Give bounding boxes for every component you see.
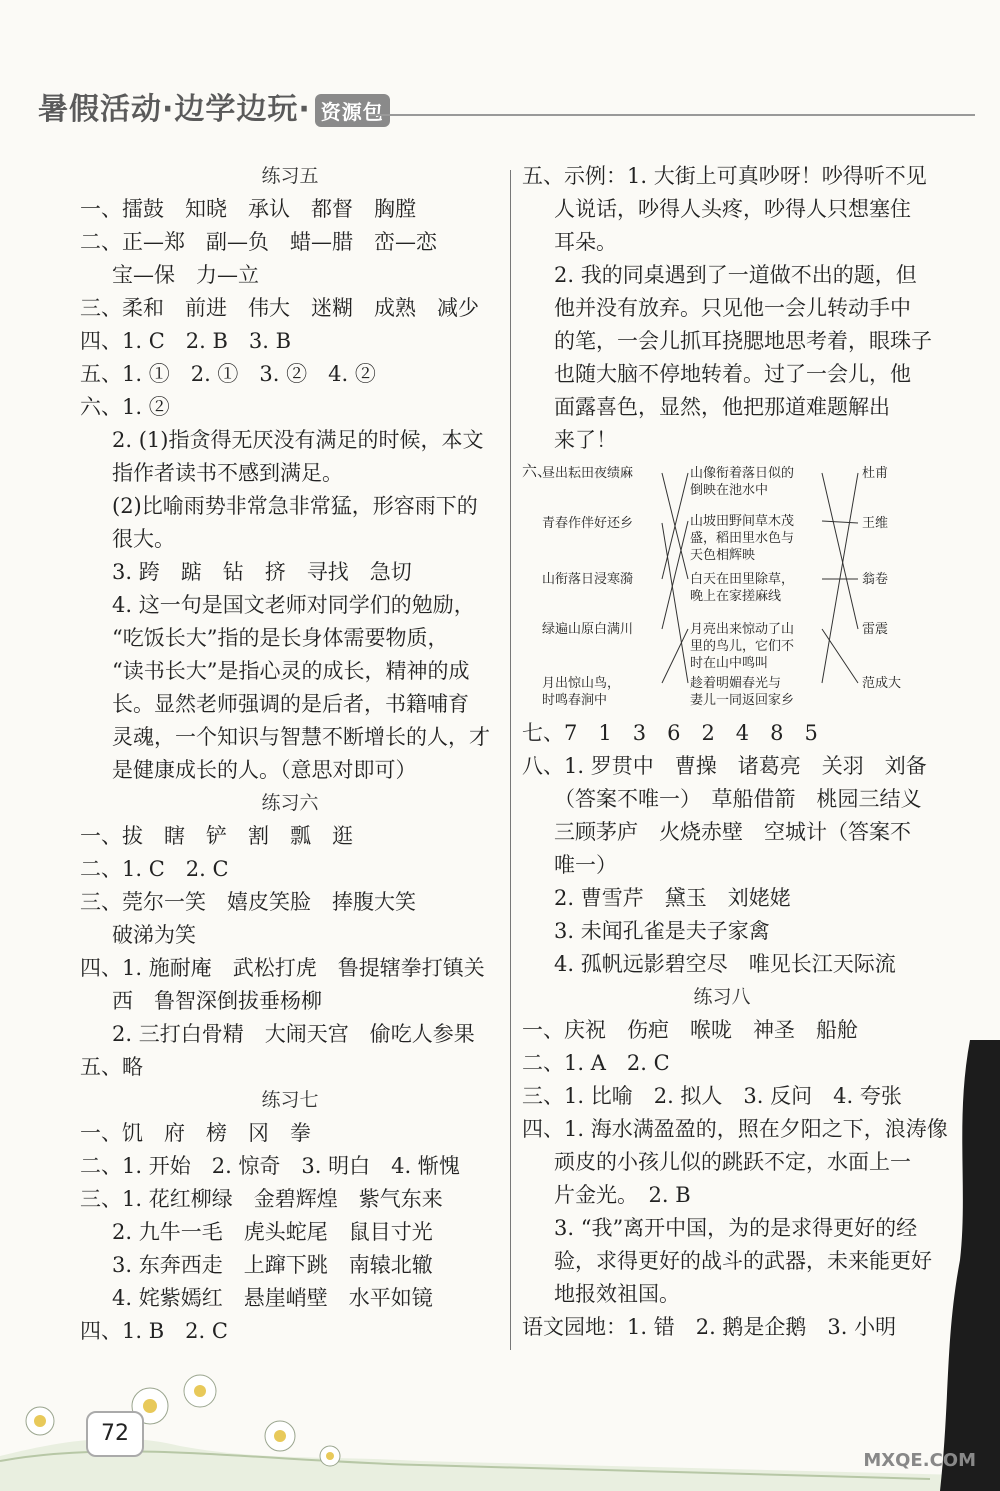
answer-line: 五、1. ① 2. ① 3. ② 4. ② — [80, 362, 376, 386]
answer-line: 3. 未闻孔雀是夫子家禽 — [554, 919, 770, 943]
answer-line: 2. 九牛一毛 虎头蛇尾 鼠目寸光 — [112, 1220, 433, 1244]
answer-line: 他并没有放弃。只见他一会儿转动手中 — [554, 296, 911, 320]
right-column — [522, 160, 948, 1344]
answer-line: 验，求得更好的战斗的武器，未来能更好 — [554, 1249, 932, 1273]
left-column — [80, 160, 500, 1348]
poem-meaning: 山坡田野间草木茂 盛，稻田里水色与 天色相辉映 — [690, 514, 795, 563]
answer-line: 六、1. ② — [80, 395, 170, 419]
answer-line: 2. 三打白骨精 大闹天宫 偷吃人参果 — [112, 1022, 475, 1046]
match-line — [662, 521, 688, 629]
match-line — [662, 523, 688, 683]
answer-line: 顽皮的小孩儿似的跳跃不定，水面上一 — [554, 1150, 911, 1174]
poem-meaning: 白天在田里除草， 晚上在家搓麻线 — [690, 572, 795, 604]
poem-line: 山衔落日浸寒漪 — [542, 572, 634, 587]
answer-line: 2. 曹雪芹 黛玉 刘姥姥 — [554, 886, 791, 910]
answer-line: 一、庆祝 伤疤 喉咙 神圣 船舱 — [522, 1018, 858, 1042]
poem-line: 青春作伴好还乡 — [542, 516, 634, 531]
watermark-text: MXQE.COM — [863, 1450, 976, 1471]
poem-line: 绿遍山原白满川 — [542, 622, 634, 637]
answer-line: 二、1. 开始 2. 惊奇 3. 明白 4. 惭愧 — [80, 1154, 460, 1178]
answer-line: 长。显然老师强调的是后者，书籍哺育 — [112, 692, 469, 716]
answer-line: 唯一） — [554, 853, 617, 877]
answer-line: 四、1. 海水满盈盈的，照在夕阳之下，浪涛像 — [522, 1117, 948, 1141]
column-divider — [510, 170, 511, 1350]
answer-line: 指作者读书不感到满足。 — [112, 461, 343, 485]
answer-line: 的笔，一会儿抓耳挠腮地思考着，眼珠子 — [554, 329, 932, 353]
answer-line: 五、示例：1. 大街上可真吵呀！吵得听不见 — [522, 164, 927, 188]
match-line — [822, 521, 858, 523]
answer-line: 3. 东奔西走 上蹿下跳 南辕北辙 — [112, 1253, 433, 1277]
match-line — [822, 473, 858, 683]
answer-line: 3. “我”离开中国，为的是求得更好的经 — [554, 1216, 918, 1240]
answer-line: 破涕为笑 — [112, 923, 196, 947]
answer-line: 来了！ — [554, 428, 617, 452]
matching-label: 六、 — [522, 462, 553, 480]
answer-line: 一、擂鼓 知晓 承认 都督 胸膛 — [80, 197, 416, 221]
answer-line: 4. 姹紫嫣红 悬崖峭壁 水平如镜 — [112, 1286, 433, 1310]
answer-line: 语文园地：1. 错 2. 鹅是企鹅 3. 小明 — [522, 1315, 897, 1339]
answer-line: 二、正—郑 副—负 蜡—腊 峦—恋 — [80, 230, 437, 254]
poem-meaning: 月亮出来惊动了山 里的鸟儿，它们不 时在山中鸣叫 — [690, 622, 795, 671]
answer-line: 一、饥 府 榜 冈 拳 — [80, 1121, 311, 1145]
answer-line: 二、1. A 2. C — [522, 1051, 670, 1075]
scan-dark-edge — [930, 1040, 1000, 1491]
poem-meaning: 趁着明媚春光与 妻儿一同返回家乡 — [690, 676, 795, 708]
header-rule — [370, 114, 975, 116]
match-line — [822, 473, 858, 629]
poet-name: 范成大 — [862, 676, 902, 691]
answer-line: 耳朵。 — [554, 230, 617, 254]
answer-line: 灵魂，一个知识与智慧不断增长的人，才 — [112, 725, 490, 749]
brand-text: 暑假活动·边学边玩· — [38, 92, 311, 127]
answer-line: 七、7 1 3 6 2 4 8 5 — [522, 721, 818, 745]
answer-line: 一、拔 瞎 铲 割 瓢 逛 — [80, 824, 353, 848]
answer-line: 地报效祖国。 — [554, 1282, 680, 1306]
brand-title — [38, 84, 390, 128]
answer-line: 片金光。 2. B — [554, 1183, 691, 1207]
answer-line: 人说话，吵得人头疼，吵得人只想塞住 — [554, 197, 911, 221]
answer-line: 2. (1)指贪得无厌没有满足的时候，本文 — [112, 428, 484, 452]
poem-line: 昼出耘田夜绩麻 — [542, 466, 634, 481]
answer-line: 面露喜色，显然，他把那道难题解出 — [554, 395, 890, 419]
answer-line: 三、1. 比喻 2. 拟人 3. 反问 4. 夸张 — [522, 1084, 902, 1108]
brand-tag: 资源包 — [315, 94, 390, 127]
answer-line: 4. 孤帆远影碧空尽 唯见长江天际流 — [554, 952, 896, 976]
answer-line: 很大。 — [112, 527, 175, 551]
right-column-bottom — [522, 717, 948, 1344]
answer-line: 西 鲁智深倒拔垂杨柳 — [112, 989, 322, 1013]
poem-line: 月出惊山鸟， 时鸣春涧中 — [542, 676, 621, 708]
answer-line: 三、柔和 前进 伟大 迷糊 成熟 减少 — [80, 296, 479, 320]
answer-line: (2)比喻雨势非常急非常猛，形容雨下的 — [112, 494, 478, 518]
poem-matching-diagram — [522, 461, 922, 711]
answer-line: 也随大脑不停地转着。过了一会儿，他 — [554, 362, 911, 386]
answer-line: “读书长大”是指心灵的成长，精神的成 — [112, 659, 470, 683]
answer-line: 五、略 — [80, 1055, 143, 1079]
right-column-top — [522, 160, 932, 457]
page-number: 72 — [86, 1411, 144, 1457]
answer-line: 三顾茅庐 火烧赤壁 空城计（答案不 — [554, 820, 911, 844]
answer-line: 宝—保 力—立 — [112, 263, 259, 287]
answer-line: 二、1. C 2. C — [80, 857, 229, 881]
answer-line: 2. 我的同桌遇到了一道做不出的题，但 — [554, 263, 917, 287]
answer-line: 四、1. C 2. B 3. B — [80, 329, 292, 353]
poem-meaning: 山像衔着落日似的 倒映在池水中 — [690, 466, 795, 498]
section-title: 练习五 — [261, 165, 319, 187]
answer-line: （答案不唯一） 草船借箭 桃园三结义 — [554, 787, 922, 811]
poet-name: 翁卷 — [862, 572, 889, 587]
answer-line: 三、1. 花红柳绿 金碧辉煌 紫气东来 — [80, 1187, 443, 1211]
page-header — [30, 80, 975, 130]
match-line — [822, 629, 858, 683]
poet-name: 杜甫 — [862, 466, 889, 481]
section-title: 练习八 — [693, 986, 751, 1008]
poet-name: 雷震 — [862, 622, 889, 637]
answer-line: 是健康成长的人。（意思对即可） — [112, 758, 417, 782]
answer-line: 4. 这一句是国文老师对同学们的勉励， — [112, 593, 475, 617]
answer-line: 四、1. B 2. C — [80, 1319, 228, 1343]
answer-line: “吃饭长大”指的是长身体需要物质， — [112, 626, 449, 650]
answer-line: 四、1. 施耐庵 武松打虎 鲁提辖拳打镇关 — [80, 956, 485, 980]
answer-line: 3. 跨 踮 钻 挤 寻找 急切 — [112, 560, 412, 584]
answer-line: 三、莞尔一笑 嬉皮笑脸 捧腹大笑 — [80, 890, 416, 914]
answer-line: 八、1. 罗贯中 曹操 诸葛亮 关羽 刘备 — [522, 754, 927, 778]
daisy-decoration — [0, 1361, 1000, 1491]
section-title: 练习七 — [261, 1089, 319, 1111]
poet-name: 王维 — [862, 516, 889, 531]
section-title: 练习六 — [261, 792, 319, 814]
